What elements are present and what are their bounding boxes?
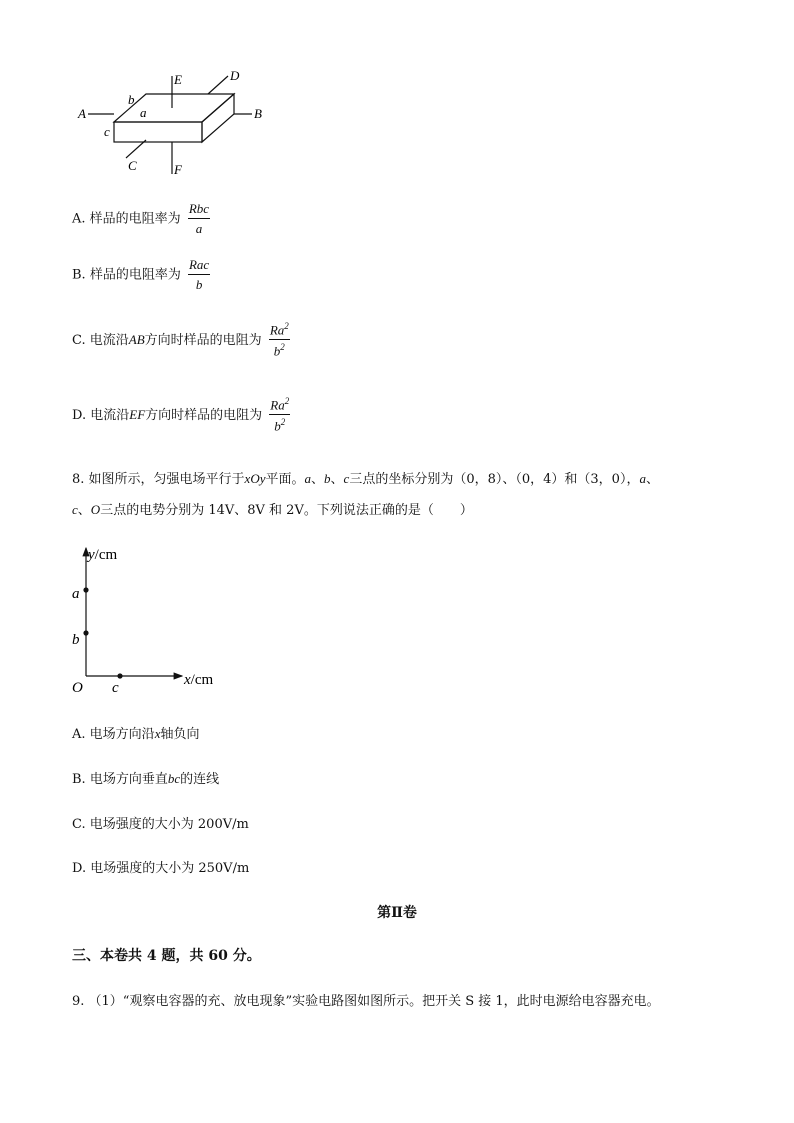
- fraction-numerator: Rac: [188, 257, 210, 275]
- fraction-numerator: Rbc: [188, 201, 210, 219]
- q8-option-a[interactable]: A. 电场方向沿x轴负向: [72, 726, 200, 742]
- point-a: [83, 587, 88, 592]
- x-axis-label: x/cm: [184, 672, 214, 688]
- label-b: b: [72, 632, 80, 648]
- label-A: A: [78, 106, 86, 121]
- lead-c: [126, 140, 146, 158]
- q7-option-c[interactable]: [72, 321, 290, 360]
- fraction-numerator: Ra$^2$: [269, 396, 290, 415]
- q9-text: 9. （1）“观察电容器的充、放电现象”实验电路图如图所示。把开关 S 接 1，此时电源给电容器充电。: [72, 994, 660, 1009]
- q7-option-b[interactable]: [72, 257, 210, 293]
- label-B: B: [254, 106, 262, 121]
- label-origin: O: [72, 680, 83, 696]
- coordinate-figure: [64, 540, 234, 700]
- option-text: 方向时样品的电阻为: [144, 332, 262, 348]
- q8-option-b[interactable]: B. 电场方向垂直bc的连线: [72, 771, 220, 787]
- option-text: 电流沿: [90, 407, 130, 423]
- fraction: [269, 396, 290, 435]
- fraction-denominator: $b^2$: [274, 417, 286, 434]
- option-text: 方向时样品的电阻为: [145, 407, 263, 423]
- label-C: C: [128, 158, 137, 173]
- option-text: 样品的电阻率为: [89, 211, 181, 227]
- section3-title: 三、本卷共 4 题，共 60 分。: [72, 948, 261, 964]
- fraction-denominator: $b^2$: [273, 342, 285, 359]
- sample-block-figure: [70, 66, 270, 181]
- block-front-face: [114, 122, 202, 142]
- fraction: [188, 201, 210, 237]
- dim-label-c: c: [104, 124, 110, 139]
- option-letter: D.: [72, 407, 87, 423]
- q7-option-a[interactable]: [72, 201, 210, 237]
- q7-option-d[interactable]: [72, 396, 290, 435]
- option-text: 样品的电阻率为: [89, 267, 181, 283]
- option-letter: A.: [72, 211, 86, 227]
- label-c: c: [112, 680, 119, 696]
- label-D: D: [230, 68, 240, 83]
- fraction: [269, 321, 290, 360]
- option-letter: C.: [72, 332, 86, 348]
- option-var: AB: [128, 331, 145, 347]
- block-right-face: [202, 94, 234, 142]
- point-c: [117, 673, 122, 678]
- fraction-denominator: a: [195, 221, 203, 236]
- q8-stem-line2: c、O三点的电势分别为 14V、8V 和 2V。下列说法正确的是（ ）: [72, 502, 473, 518]
- fraction-denominator: b: [195, 277, 203, 292]
- option-letter: B.: [72, 267, 86, 283]
- dim-label-b: b: [128, 92, 135, 107]
- fraction: [188, 257, 210, 293]
- fraction-numerator: Ra$^2$: [269, 321, 290, 340]
- q8-option-c[interactable]: C. 电场强度的大小为 200V/m: [72, 817, 249, 832]
- part2-title: 第Ⅱ卷: [377, 905, 417, 921]
- dim-label-a: a: [140, 105, 147, 120]
- option-var: EF: [129, 406, 146, 422]
- label-F: F: [174, 162, 182, 177]
- option-text: 电流沿: [89, 332, 129, 348]
- q8-option-d[interactable]: D. 电场强度的大小为 250V/m: [72, 861, 250, 876]
- label-a: a: [72, 586, 80, 602]
- lead-d: [208, 76, 228, 94]
- y-axis-label: y/cm: [88, 547, 118, 563]
- q8-stem-line1: 8. 如图所示，匀强电场平行于xOy平面。a、b、c三点的坐标分别为（0，8）、（0，4）和（3，0），a、: [72, 471, 659, 487]
- label-E: E: [174, 72, 182, 87]
- point-b: [83, 630, 88, 635]
